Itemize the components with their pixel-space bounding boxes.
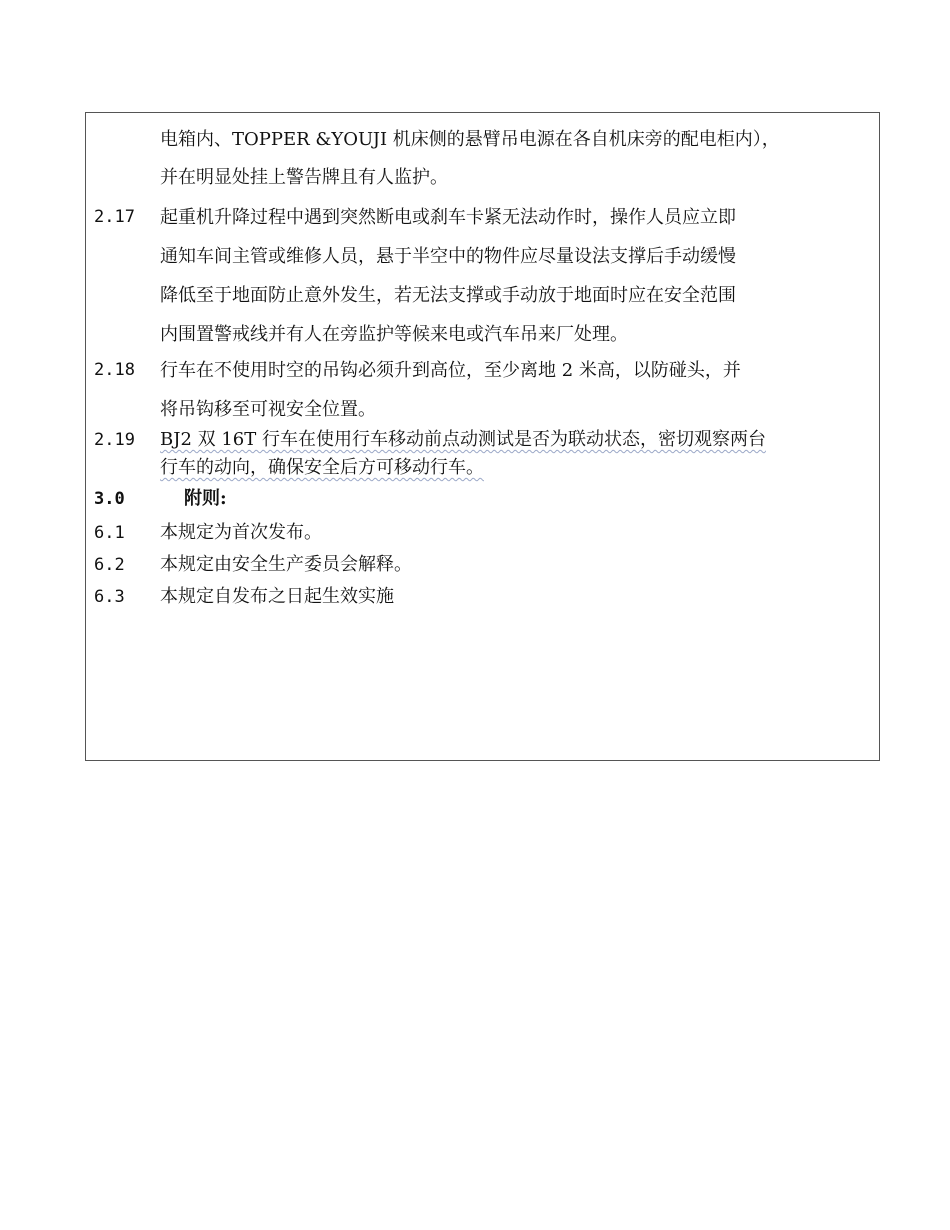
clause-line: 行车的动向，确保安全后方可移动行车。 xyxy=(160,457,484,478)
clause-text: 本规定为首次发布。 xyxy=(160,522,322,543)
continuation-line-1: 电箱内、TOPPER &YOUJI 机床侧的悬臂吊电源在各自机床旁的配电柜内）， xyxy=(160,129,780,150)
clause-text: 本规定自发布之日起生效实施 xyxy=(160,586,394,607)
clause-number: 6.2 xyxy=(94,555,125,575)
clause-line: 通知车间主管或维修人员，悬于半空中的物件应尽量设法支撑后手动缓慢 xyxy=(160,246,736,267)
clause-line: 起重机升降过程中遇到突然断电或刹车卡紧无法动作时，操作人员应立即 xyxy=(160,207,736,228)
clause-number: 6.3 xyxy=(94,587,125,607)
clause-number: 2.19 xyxy=(94,430,135,450)
clause-line: 将吊钩移至可视安全位置。 xyxy=(160,399,376,420)
clause-text: 本规定由安全生产委员会解释。 xyxy=(160,554,412,575)
clause-line: 内围置警戒线并有人在旁监护等候来电或汽车吊来厂处理。 xyxy=(160,324,628,345)
clause-line: BJ2 双 16T 行车在使用行车移动前点动测试是否为联动状态，密切观察两台 xyxy=(160,429,766,450)
continuation-line-2: 并在明显处挂上警告牌且有人监护。 xyxy=(160,167,448,188)
clause-number: 6.1 xyxy=(94,523,125,543)
section-number: 3.0 xyxy=(94,489,125,509)
clause-number: 2.17 xyxy=(94,207,135,227)
clause-number: 2.18 xyxy=(94,360,135,380)
document-frame xyxy=(85,112,880,761)
clause-line: 行车在不使用时空的吊钩必须升到高位，至少离地 2 米高，以防碰头，并 xyxy=(160,360,741,381)
section-title: 附则: xyxy=(184,488,227,509)
clause-line: 降低至于地面防止意外发生，若无法支撑或手动放于地面时应在安全范围 xyxy=(160,285,736,306)
